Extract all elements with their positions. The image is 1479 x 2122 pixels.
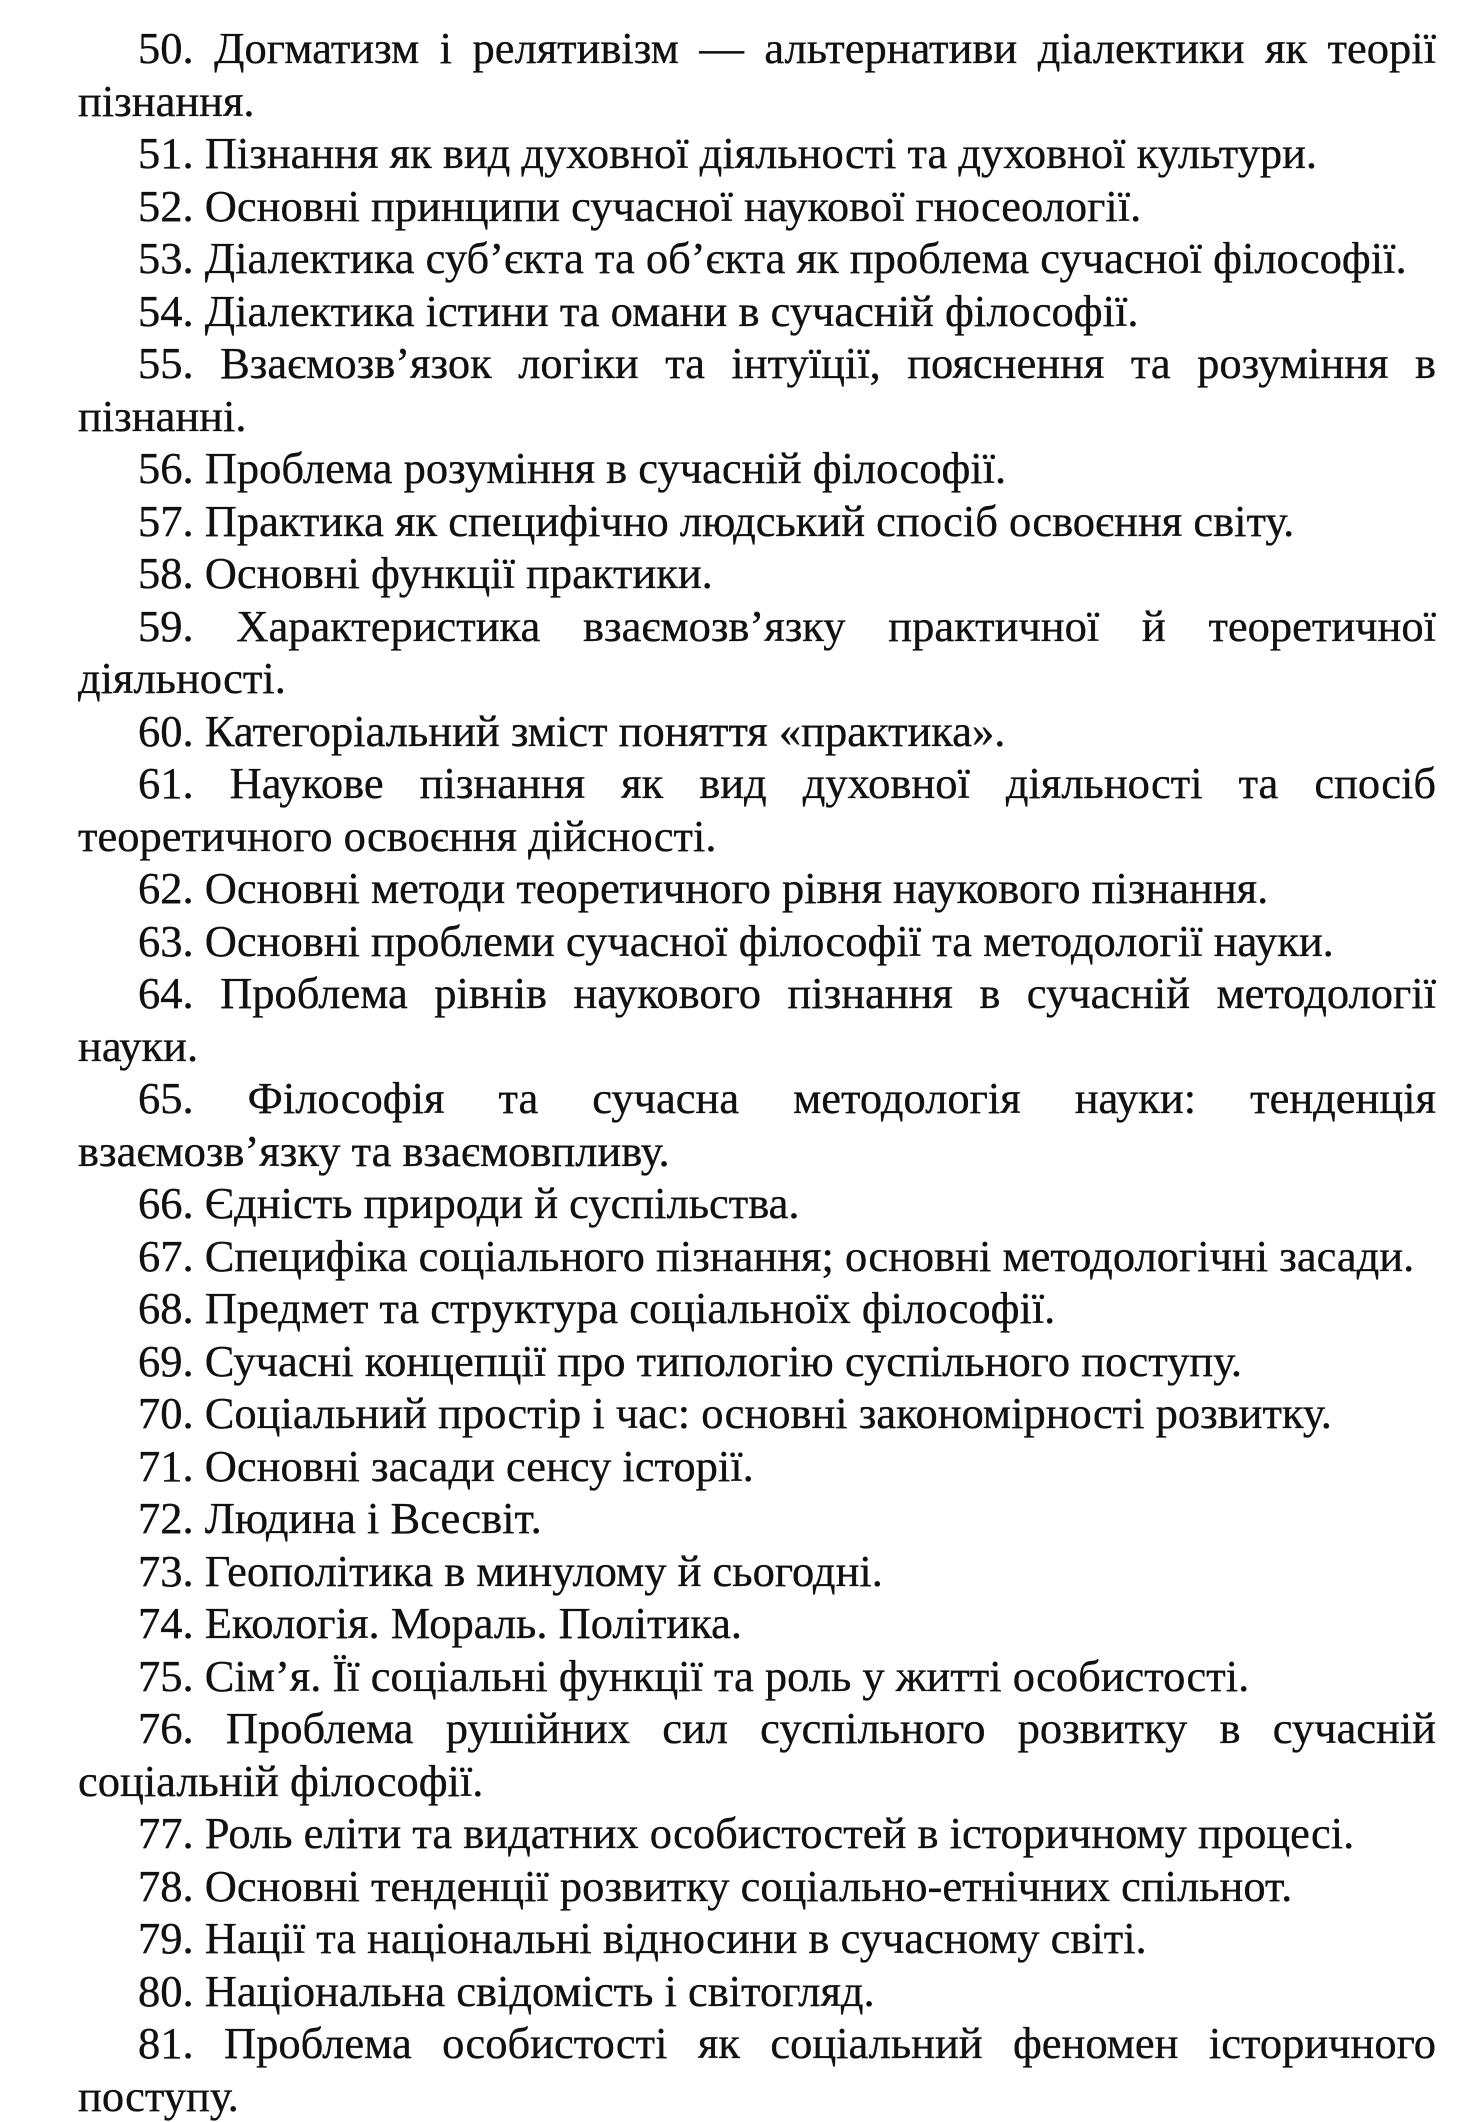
item-text: Категоріальний зміст поняття «практика». [204,705,1006,756]
list-item [78,1492,1436,1545]
item-number: 59. [138,600,194,651]
item-number: 69. [138,1335,194,1386]
list-item [78,1807,1436,1860]
item-number: 54. [138,285,194,336]
list-item [78,180,1436,233]
item-number: 77. [138,1808,194,1858]
item-text: Діалектика істини та омани в сучасній філософії. [204,285,1139,336]
list-item [78,1282,1436,1335]
item-number: 78. [138,1860,194,1911]
item-number: 79. [138,1913,194,1963]
item-text: Діалектика суб’єкта та об’єкта як проблема сучасної філософії. [204,233,1407,283]
item-text: Проблема рівнів наукового пізнання в сучасній методології науки. [78,968,1436,1071]
list-item [78,1230,1436,1283]
question-list [78,22,1436,2122]
list-item [78,1440,1436,1493]
item-number: 64. [138,968,194,1018]
list-item [78,600,1436,705]
item-number: 55. [138,338,194,388]
item-number: 58. [138,548,194,598]
list-item [78,1335,1436,1388]
item-number: 74. [138,1598,194,1648]
item-text: Основні тенденції розвитку соціально-етнічних спільнот. [204,1860,1293,1911]
item-text: Пізнання як вид духовної діяльності та духовної культури. [204,128,1318,178]
item-number: 56. [138,443,194,493]
item-text: Предмет та структура соціальноїх філософії. [204,1283,1056,1333]
item-number: 53. [138,233,194,283]
item-text: Основні принципи сучасної наукової гносеології. [204,180,1142,231]
item-text: Проблема особистості як соціальний феномен історичного поступу. [78,2018,1437,2121]
item-number: 60. [138,705,194,756]
list-item [78,127,1436,180]
item-number: 51. [138,128,194,178]
item-text: Геополітика в минулому й сьогодні. [204,1545,883,1596]
list-item [78,547,1436,600]
item-text: Наукове пізнання як вид духовної діяльності та спосіб теоретичного освоєння дійсності. [78,758,1437,861]
list-item [78,1387,1436,1440]
list-item [78,1545,1436,1598]
item-number: 57. [138,495,194,546]
item-text: Роль еліти та видатних особистостей в історичному процесі. [204,1808,1355,1858]
item-text: Національна свідомість і світогляд. [204,1965,875,2016]
item-text: Специфіка соціального пізнання; основні методологічні засади. [204,1230,1415,1281]
list-item [78,232,1436,285]
list-item [78,2017,1436,2122]
item-number: 72. [138,1493,194,1543]
list-item [78,1177,1436,1230]
item-number: 71. [138,1440,194,1491]
item-text: Догматизм і релятивізм — альтернативи діалектики як теорії пізнання. [78,23,1436,126]
item-text: Єдність природи й суспільства. [204,1178,800,1228]
item-text: Практика як специфічно людський спосіб освоєння світу. [204,495,1295,546]
list-item [78,1965,1436,2018]
item-text: Основні засади сенсу історії. [204,1440,754,1491]
item-number: 75. [138,1650,194,1701]
item-number: 52. [138,180,194,231]
item-number: 81. [138,2018,194,2068]
item-text: Характеристика взаємозв’язку практичної й теоретичної діяльності. [78,600,1436,703]
item-text: Нації та національні відносини в сучасному світі. [204,1913,1147,1963]
item-text: Філософія та сучасна методологія науки: тенденція взаємозв’язку та взаємовпливу. [78,1073,1437,1176]
list-item [78,1597,1436,1650]
list-item [78,1912,1436,1965]
item-number: 80. [138,1965,194,2016]
item-number: 63. [138,915,194,966]
item-number: 67. [138,1230,194,1281]
item-text: Основні проблеми сучасної філософії та методології науки. [204,915,1334,966]
list-item [78,22,1436,127]
item-number: 61. [138,758,194,808]
item-text: Людина і Всесвіт. [204,1493,542,1543]
item-text: Основні функції практики. [204,548,713,598]
item-number: 76. [138,1703,194,1753]
item-number: 65. [138,1073,194,1123]
item-number: 73. [138,1545,194,1596]
list-item [78,1650,1436,1703]
list-item [78,1072,1436,1177]
item-text: Сім’я. Її соціальні функції та роль у житті особистості. [204,1650,1250,1701]
item-number: 66. [138,1178,194,1228]
item-text: Соціальний простір і час: основні закономірності розвитку. [204,1388,1332,1438]
item-text: Екологія. Мораль. Політика. [204,1598,743,1648]
item-text: Основні методи теоретичного рівня наукового пізнання. [204,863,1269,913]
list-item [78,337,1436,442]
item-text: Сучасні концепції про типологію суспільного поступу. [204,1335,1243,1386]
item-text: Проблема розуміння в сучасній філософії. [204,443,1007,493]
item-number: 62. [138,863,194,913]
item-text: Проблема рушійних сил суспільного розвитку в сучасній соціальній філософії. [78,1703,1436,1806]
item-number: 68. [138,1283,194,1333]
list-item [78,915,1436,968]
item-number: 70. [138,1388,194,1438]
item-number: 50. [138,23,194,73]
list-item [78,495,1436,548]
list-item [78,862,1436,915]
list-item [78,442,1436,495]
list-item [78,1860,1436,1913]
list-item [78,757,1436,862]
list-item [78,285,1436,338]
list-item [78,705,1436,758]
item-text: Взаємозв’язок логіки та інтуїції, пояснення та розуміння в пізнанні. [78,338,1437,441]
list-item [78,1702,1436,1807]
list-item [78,967,1436,1072]
